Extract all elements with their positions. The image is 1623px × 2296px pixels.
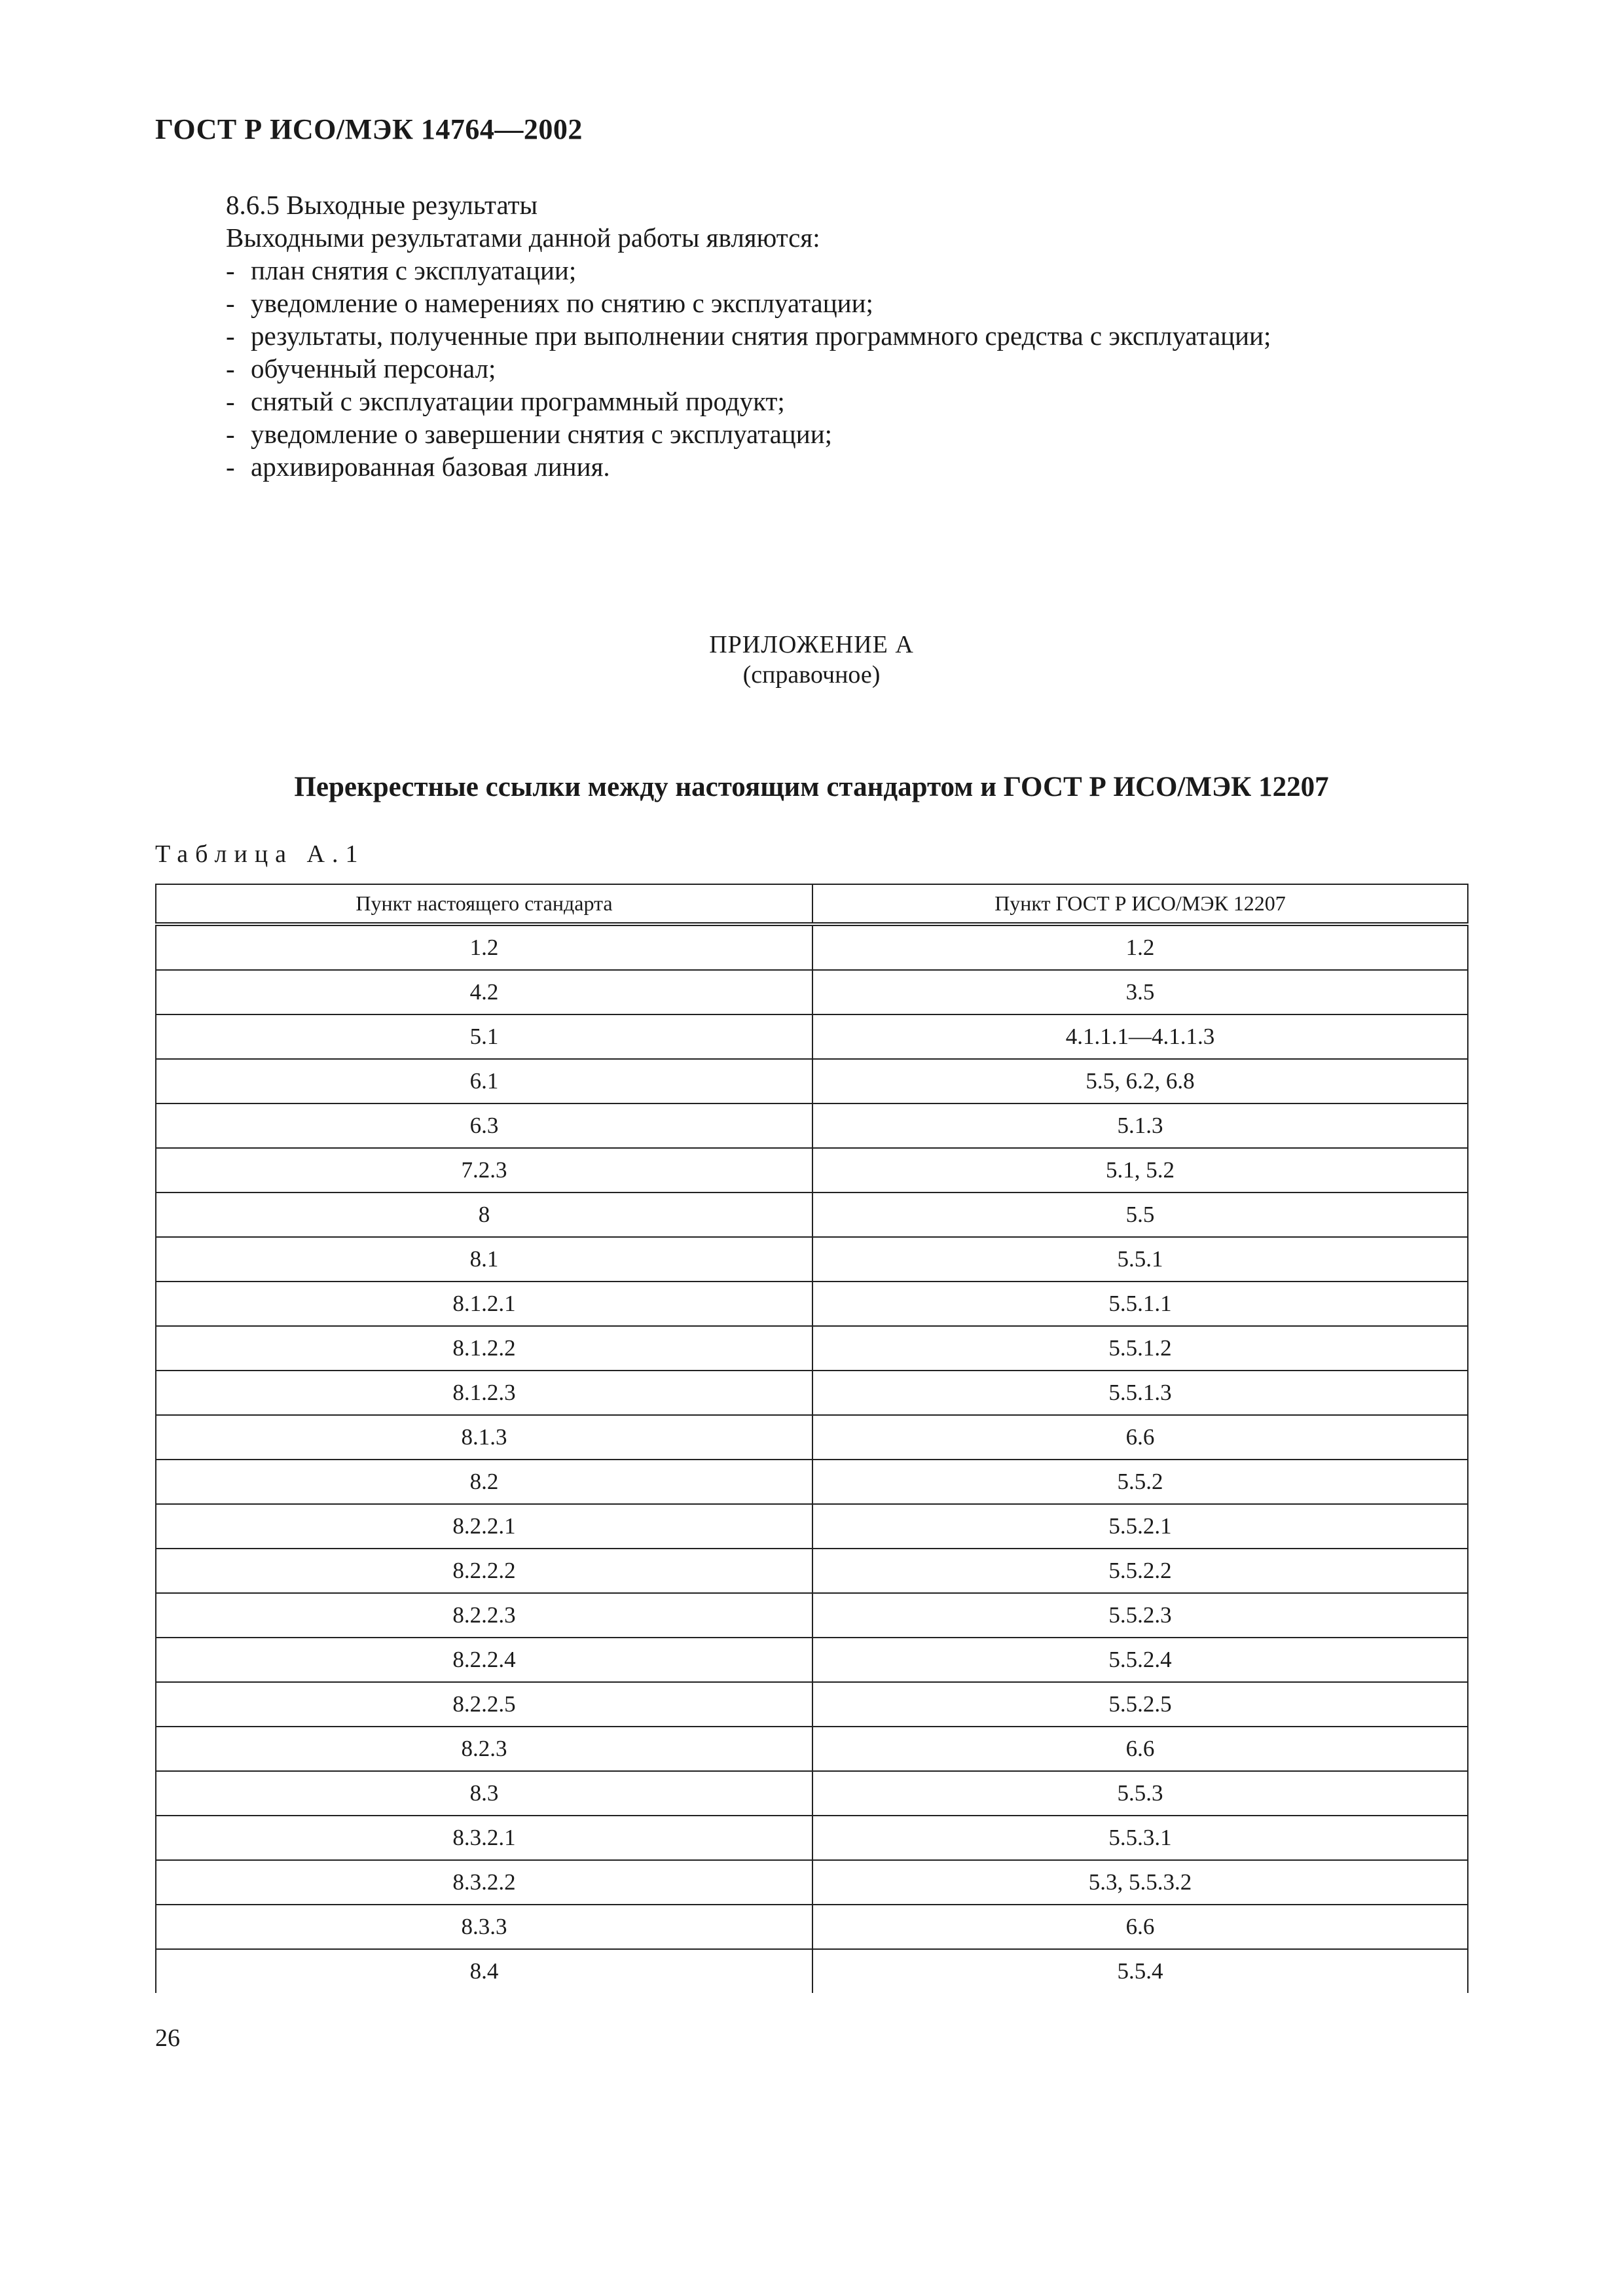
table-cell: 8.3.2.1 xyxy=(156,1816,812,1860)
table-row xyxy=(156,1771,1468,1816)
table-row xyxy=(156,1415,1468,1460)
column-header: Пункт ГОСТ Р ИСО/МЭК 12207 xyxy=(812,884,1468,924)
table-cell: 5.1 xyxy=(156,1014,812,1059)
table-cell: 8.1.2.3 xyxy=(156,1371,812,1415)
table-row xyxy=(156,1549,1468,1593)
table-cell: 6.6 xyxy=(812,1905,1468,1949)
table-cell: 5.5.2 xyxy=(812,1460,1468,1504)
table-row xyxy=(156,1816,1468,1860)
table-cell: 8.3.2.2 xyxy=(156,1860,812,1905)
table-cell: 5.5.2.5 xyxy=(812,1682,1468,1727)
table-row xyxy=(156,1059,1468,1103)
page-number: 26 xyxy=(155,2024,180,2052)
table-cell: 8 xyxy=(156,1193,812,1237)
table-cell: 5.5.1.2 xyxy=(812,1326,1468,1371)
table-row xyxy=(156,1860,1468,1905)
table-row xyxy=(156,1326,1468,1371)
table-row xyxy=(156,1371,1468,1415)
table-cell: 3.5 xyxy=(812,970,1468,1014)
column-header: Пункт настоящего стандарта xyxy=(156,884,812,924)
table-cell: 5.5.2.3 xyxy=(812,1593,1468,1638)
table-row xyxy=(156,1638,1468,1682)
table-cell: 5.1, 5.2 xyxy=(812,1148,1468,1193)
table-cell: 5.5.1.3 xyxy=(812,1371,1468,1415)
table-row xyxy=(156,1103,1468,1148)
list-item: - уведомление о намерениях по снятию с эксплуатации; xyxy=(226,288,873,318)
list-item: - результаты, полученные при выполнении снятия программного средства с эксплуатации; xyxy=(226,321,1271,351)
table-row xyxy=(156,1237,1468,1282)
appendix-subtitle: (справочное) xyxy=(742,661,881,689)
table-cell: 5.5.2.4 xyxy=(812,1638,1468,1682)
table-cell: 4.1.1.1—4.1.1.3 xyxy=(812,1014,1468,1059)
table-heading: Перекрестные ссылки между настоящим стандартом и ГОСТ Р ИСО/МЭК 12207 xyxy=(294,772,1329,802)
table-cell: 5.5.1 xyxy=(812,1237,1468,1282)
table-cell: 8.4 xyxy=(156,1949,812,1993)
table-row xyxy=(156,1727,1468,1771)
table-row xyxy=(156,1193,1468,1237)
table-row xyxy=(156,1014,1468,1059)
table-cell: 5.5.3.1 xyxy=(812,1816,1468,1860)
table-row xyxy=(156,1682,1468,1727)
document-header: ГОСТ Р ИСО/МЭК 14764—2002 xyxy=(155,113,583,145)
table-cell: 5.5 xyxy=(812,1193,1468,1237)
table-header-row xyxy=(156,884,1468,924)
table-cell: 5.5, 6.2, 6.8 xyxy=(812,1059,1468,1103)
table-row xyxy=(156,1593,1468,1638)
list-item: - архивированная базовая линия. xyxy=(226,452,610,482)
table-cell: 5.5.2.1 xyxy=(812,1504,1468,1549)
appendix-title: ПРИЛОЖЕНИЕ А xyxy=(709,631,914,658)
table-row xyxy=(156,1504,1468,1549)
table-cell: 6.1 xyxy=(156,1059,812,1103)
list-item: - обученный персонал; xyxy=(226,353,496,384)
table-row xyxy=(156,1460,1468,1504)
table-row xyxy=(156,924,1468,970)
table-row xyxy=(156,1905,1468,1949)
table-cell: 6.6 xyxy=(812,1727,1468,1771)
table-cell: 7.2.3 xyxy=(156,1148,812,1193)
table-cell: 8.2.3 xyxy=(156,1727,812,1771)
table-cell: 8.2 xyxy=(156,1460,812,1504)
table-cell: 1.2 xyxy=(812,924,1468,970)
table-cell: 1.2 xyxy=(156,924,812,970)
table-cell: 8.2.2.4 xyxy=(156,1638,812,1682)
table-cell: 6.3 xyxy=(156,1103,812,1148)
table-row xyxy=(156,970,1468,1014)
appendix-title-block xyxy=(0,630,1623,690)
table-cell: 4.2 xyxy=(156,970,812,1014)
table-cell: 8.3 xyxy=(156,1771,812,1816)
table-cell: 5.3, 5.5.3.2 xyxy=(812,1860,1468,1905)
table-cell: 5.1.3 xyxy=(812,1103,1468,1148)
table-cell: 8.1.3 xyxy=(156,1415,812,1460)
table-cell: 8.2.2.1 xyxy=(156,1504,812,1549)
table-cell: 8.2.2.2 xyxy=(156,1549,812,1593)
table-cell: 5.5.4 xyxy=(812,1949,1468,1993)
cross-reference-table xyxy=(155,884,1468,1993)
section-output-results xyxy=(226,188,1271,483)
table-cell: 8.2.2.3 xyxy=(156,1593,812,1638)
table-cell: 8.1 xyxy=(156,1237,812,1282)
list-item: - уведомление о завершении снятия с эксплуатации; xyxy=(226,419,833,449)
table-caption: Таблица А.1 xyxy=(155,840,365,868)
table-cell: 8.1.2.2 xyxy=(156,1326,812,1371)
table-cell: 8.2.2.5 xyxy=(156,1682,812,1727)
output-list xyxy=(226,254,1271,483)
table-row xyxy=(156,1949,1468,1993)
table-row xyxy=(156,1148,1468,1193)
table-cell: 5.5.2.2 xyxy=(812,1549,1468,1593)
section-heading: 8.6.5 Выходные результаты xyxy=(226,190,538,220)
table-row xyxy=(156,1282,1468,1326)
list-item: - план снятия с эксплуатации; xyxy=(226,255,577,285)
list-item: - снятый с эксплуатации программный продукт; xyxy=(226,386,785,416)
table-cell: 8.1.2.1 xyxy=(156,1282,812,1326)
table-cell: 6.6 xyxy=(812,1415,1468,1460)
table-cell: 5.5.3 xyxy=(812,1771,1468,1816)
table-cell: 8.3.3 xyxy=(156,1905,812,1949)
section-intro: Выходными результатами данной работы являются: xyxy=(226,223,820,253)
table-cell: 5.5.1.1 xyxy=(812,1282,1468,1326)
